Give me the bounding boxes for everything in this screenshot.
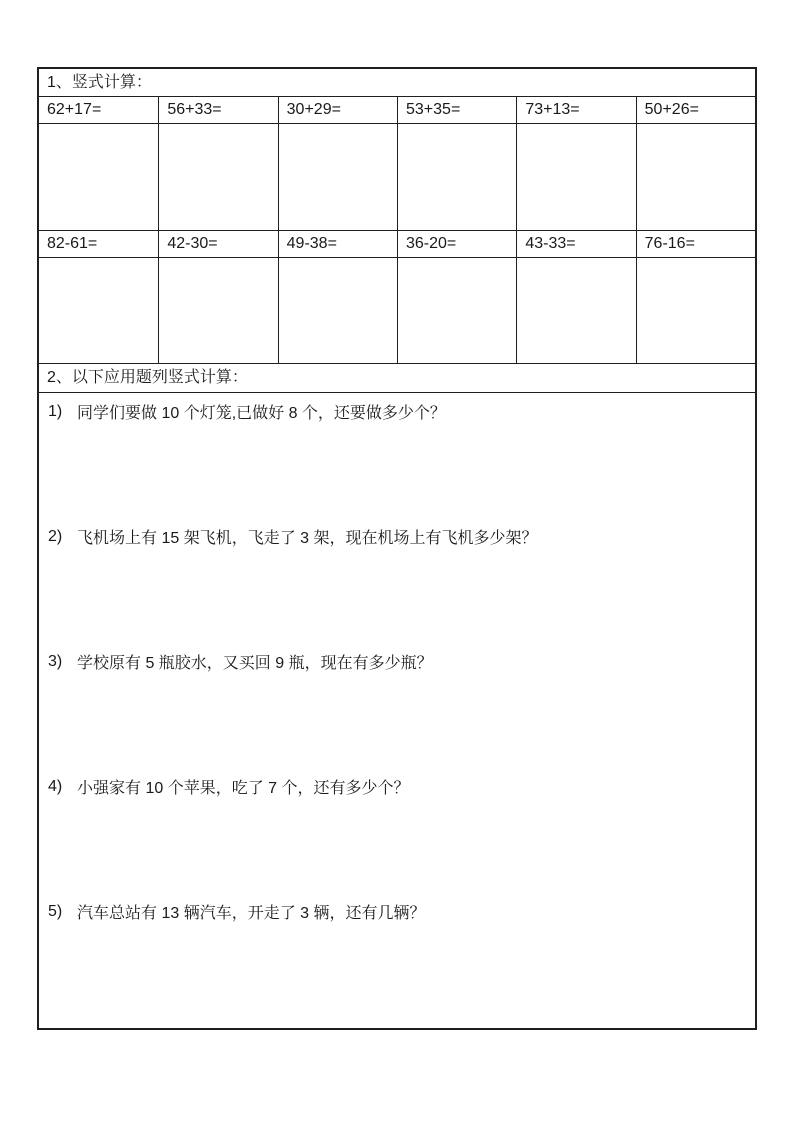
subtraction-work-area-row [39,258,755,364]
subtraction-problem: 43-33= [516,231,635,257]
work-cell [158,258,277,363]
word-problem-number: 5) [48,902,63,920]
subtraction-problem: 82-61= [47,235,98,253]
work-cell [636,258,755,363]
subtraction-problems-row [39,231,755,258]
addition-problem: 56+33= [158,97,277,123]
work-cell [278,258,397,363]
work-cell [516,124,635,231]
addition-problem: 62+17= [47,101,102,118]
section2-title: 2、以下应用题列竖式计算： [39,364,755,393]
section1-title: 1、竖式计算： [39,69,755,97]
work-cell [636,124,755,231]
work-cell [516,258,635,363]
word-problem-4 [39,778,755,903]
word-problems-area [39,393,755,1028]
word-problem-text: 飞机场上有 15 架飞机，飞走了 3 架，现在机场上有飞机多少架？ [77,529,538,547]
work-cell [39,258,158,363]
addition-problem: 50+26= [636,97,755,123]
word-problem-text: 学校原有 5 瓶胶水，又买回 9 瓶，现在有多少瓶？ [77,654,433,672]
word-problem-number: 1) [48,402,63,420]
word-problem-5 [39,903,755,1028]
subtraction-problem: 42-30= [158,231,277,257]
addition-problems-row [39,97,755,124]
worksheet-table [37,67,757,1030]
work-cell [158,124,277,231]
word-problem-3 [39,653,755,778]
subtraction-problem: 76-16= [636,231,755,257]
word-problem-number: 3) [48,652,63,670]
word-problem-text: 小强家有 10 个苹果，吃了 7 个，还有多少个？ [77,779,410,797]
word-problem-2 [39,528,755,653]
work-cell [39,124,158,231]
work-cell [278,124,397,231]
addition-work-area-row [39,124,755,232]
word-problem-1 [39,403,755,528]
word-problem-number: 4) [48,777,63,795]
word-problem-number: 2) [48,527,63,545]
work-cell [397,124,516,231]
word-problem-text: 同学们要做 10 个灯笼,已做好 8 个，还要做多少个？ [77,404,446,422]
addition-problem: 53+35= [397,97,516,123]
subtraction-problem: 36-20= [397,231,516,257]
work-cell [397,258,516,363]
word-problem-text: 汽车总站有 13 辆汽车，开走了 3 辆，还有几辆？ [77,904,426,922]
subtraction-problem: 49-38= [278,231,397,257]
addition-problem: 73+13= [516,97,635,123]
addition-problem: 30+29= [278,97,397,123]
